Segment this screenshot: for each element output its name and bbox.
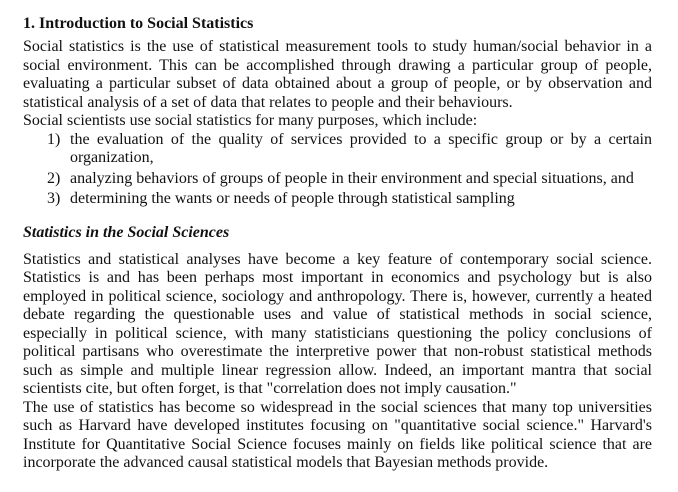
list-item-number: 1) [47,130,61,148]
list-item-text: determining the wants or needs of people through statistical sampling [70,190,515,207]
body-paragraph-1: Statistics and statistical analyses have become a key feature of contemporary social science. Statistics is and has been perhaps most important in economics and psychology but is also employed in political science, sociology and anthropology. There is, however, currently a heated debate regarding the questionable uses and value of statistical methods in social science, especially in political science, with many statisticians questioning the policy conclusions of political partisans who overestimate the interpretive power that non-robust statistical methods such as simple and multiple linear regression allow. Indeed, an important mantra that social scientists cite, but often forget, is that "correlation does not imply causation." [23,250,652,397]
list-item-text: the evaluation of the quality of services provided to a specific group or by a certain organization, [70,130,652,166]
body-paragraph-2: The use of statistics has become so widespread in the social sciences that many top universities such as Harvard have developed institutes focusing on "quantitative social science." Harvard's Institute for Quantitative Social Science focuses mainly on fields like political science that are incorporate the advanced causal statistical models that Bayesian methods provide. [23,398,652,471]
list-item-text: analyzing behaviors of groups of people in their environment and special situations, and [70,169,634,187]
section-title: 1. Introduction to Social Statistics [23,15,254,32]
list-item [23,190,652,209]
list-item [23,131,652,168]
purposes-list [23,131,652,209]
list-item [23,170,652,189]
list-item-number: 3) [47,190,61,207]
list-item-number: 2) [47,169,61,187]
purposes-lead: Social scientists use social statistics for many purposes, which include: [23,112,478,129]
subsection-title: Statistics in the Social Sciences [23,223,230,241]
intro-paragraph: Social statistics is the use of statistical measurement tools to study human/social behavior in a social environment. This can be accomplished through drawing a particular group of people, evaluating a particular subset of data obtained about a group of people, or by observation and statistical analysis of a set of data that relates to people and their behaviours. [23,38,652,111]
